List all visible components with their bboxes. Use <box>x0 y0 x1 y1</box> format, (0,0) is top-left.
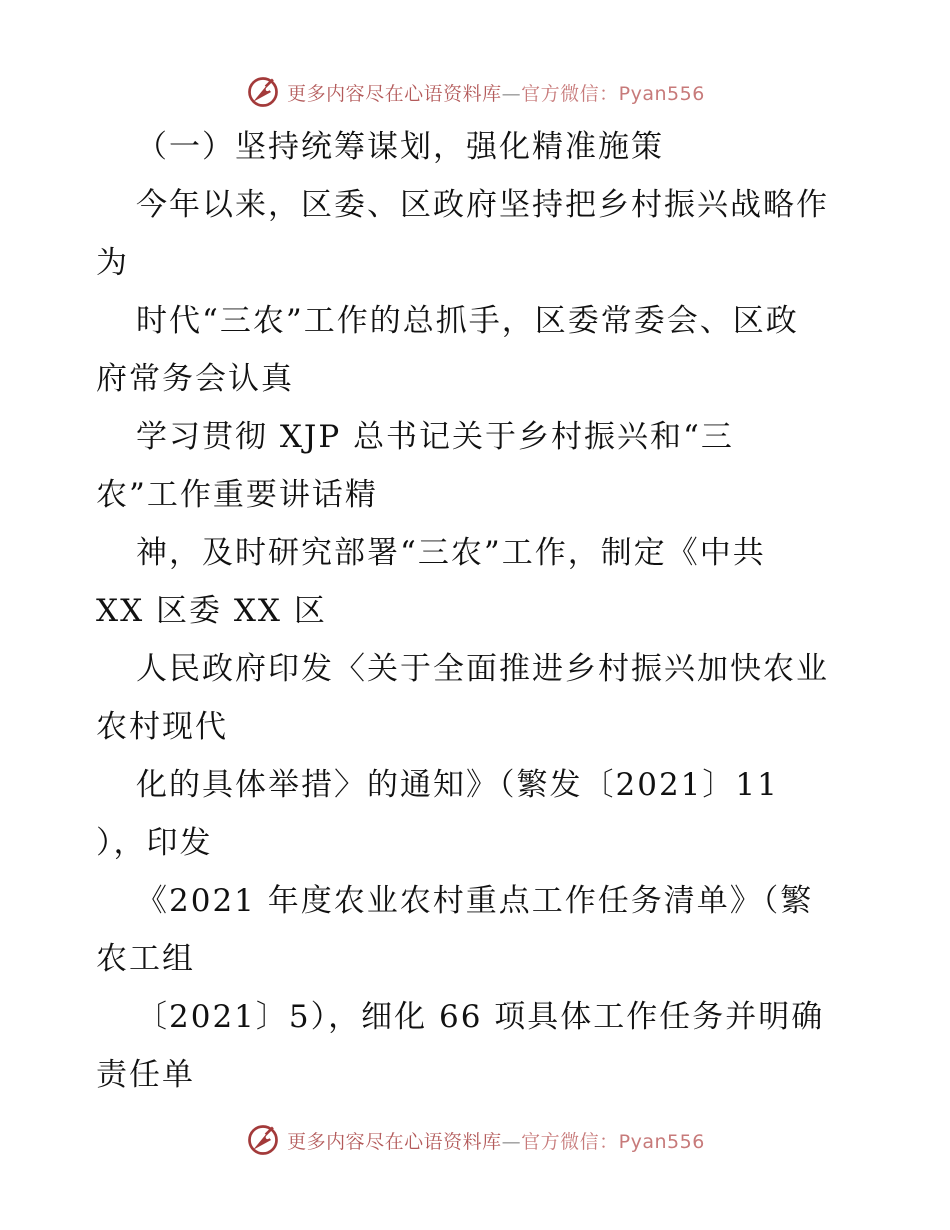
header-banner-main: 更多内容尽在心语资料库 <box>287 82 502 105</box>
pen-nib-logo-icon <box>245 1122 281 1158</box>
paragraph-line: 《2021 年度农业农村重点工作任务清单》（繁 <box>136 883 814 919</box>
paragraph-line: 神，及时研究部署“三农”工作，制定《中共 <box>136 535 766 571</box>
paragraph-line: 责任单 <box>96 1057 195 1093</box>
paragraph-line: ），印发 <box>96 825 213 861</box>
document-body <box>96 118 856 1104</box>
footer-banner-wechat: 官方微信：Pyan556 <box>521 1130 705 1153</box>
footer-banner-main: 更多内容尽在心语资料库 <box>287 1130 502 1153</box>
header-banner-text <box>287 79 705 106</box>
paragraph-line: 时代“三农”工作的总抓手，区委常委会、区政 <box>136 303 799 339</box>
pen-nib-logo-icon <box>245 74 281 110</box>
footer-banner <box>0 1118 950 1162</box>
paragraph-line: 学习贯彻 XJP 总书记关于乡村振兴和“三 <box>136 419 734 455</box>
paragraph-line: 农工组 <box>96 941 195 977</box>
section-heading: （一）坚持统筹谋划，强化精准施策 <box>136 129 664 165</box>
header-banner-wechat: 官方微信：Pyan556 <box>521 82 705 105</box>
paragraph-line: 农”工作重要讲话精 <box>96 477 378 513</box>
header-banner-separator: — <box>501 82 522 105</box>
paragraph-line: 人民政府印发〈关于全面推进乡村振兴加快农业 <box>136 651 829 687</box>
paragraph-line: 为 <box>96 245 129 281</box>
header-banner <box>0 70 950 114</box>
paragraph-line: 〔2021〕5），细化 66 项具体工作任务并明确 <box>136 999 825 1035</box>
footer-banner-separator: — <box>501 1130 522 1153</box>
paragraph-line: XX 区委 XX 区 <box>96 593 327 629</box>
paragraph-line: 府常务会认真 <box>96 361 294 397</box>
paragraph-line: 农村现代 <box>96 709 228 745</box>
footer-banner-text <box>287 1127 705 1154</box>
paragraph-line: 今年以来，区委、区政府坚持把乡村振兴战略作 <box>136 187 829 223</box>
paragraph-line: 化的具体举措〉的通知》（繁发〔2021〕11 <box>136 767 779 803</box>
